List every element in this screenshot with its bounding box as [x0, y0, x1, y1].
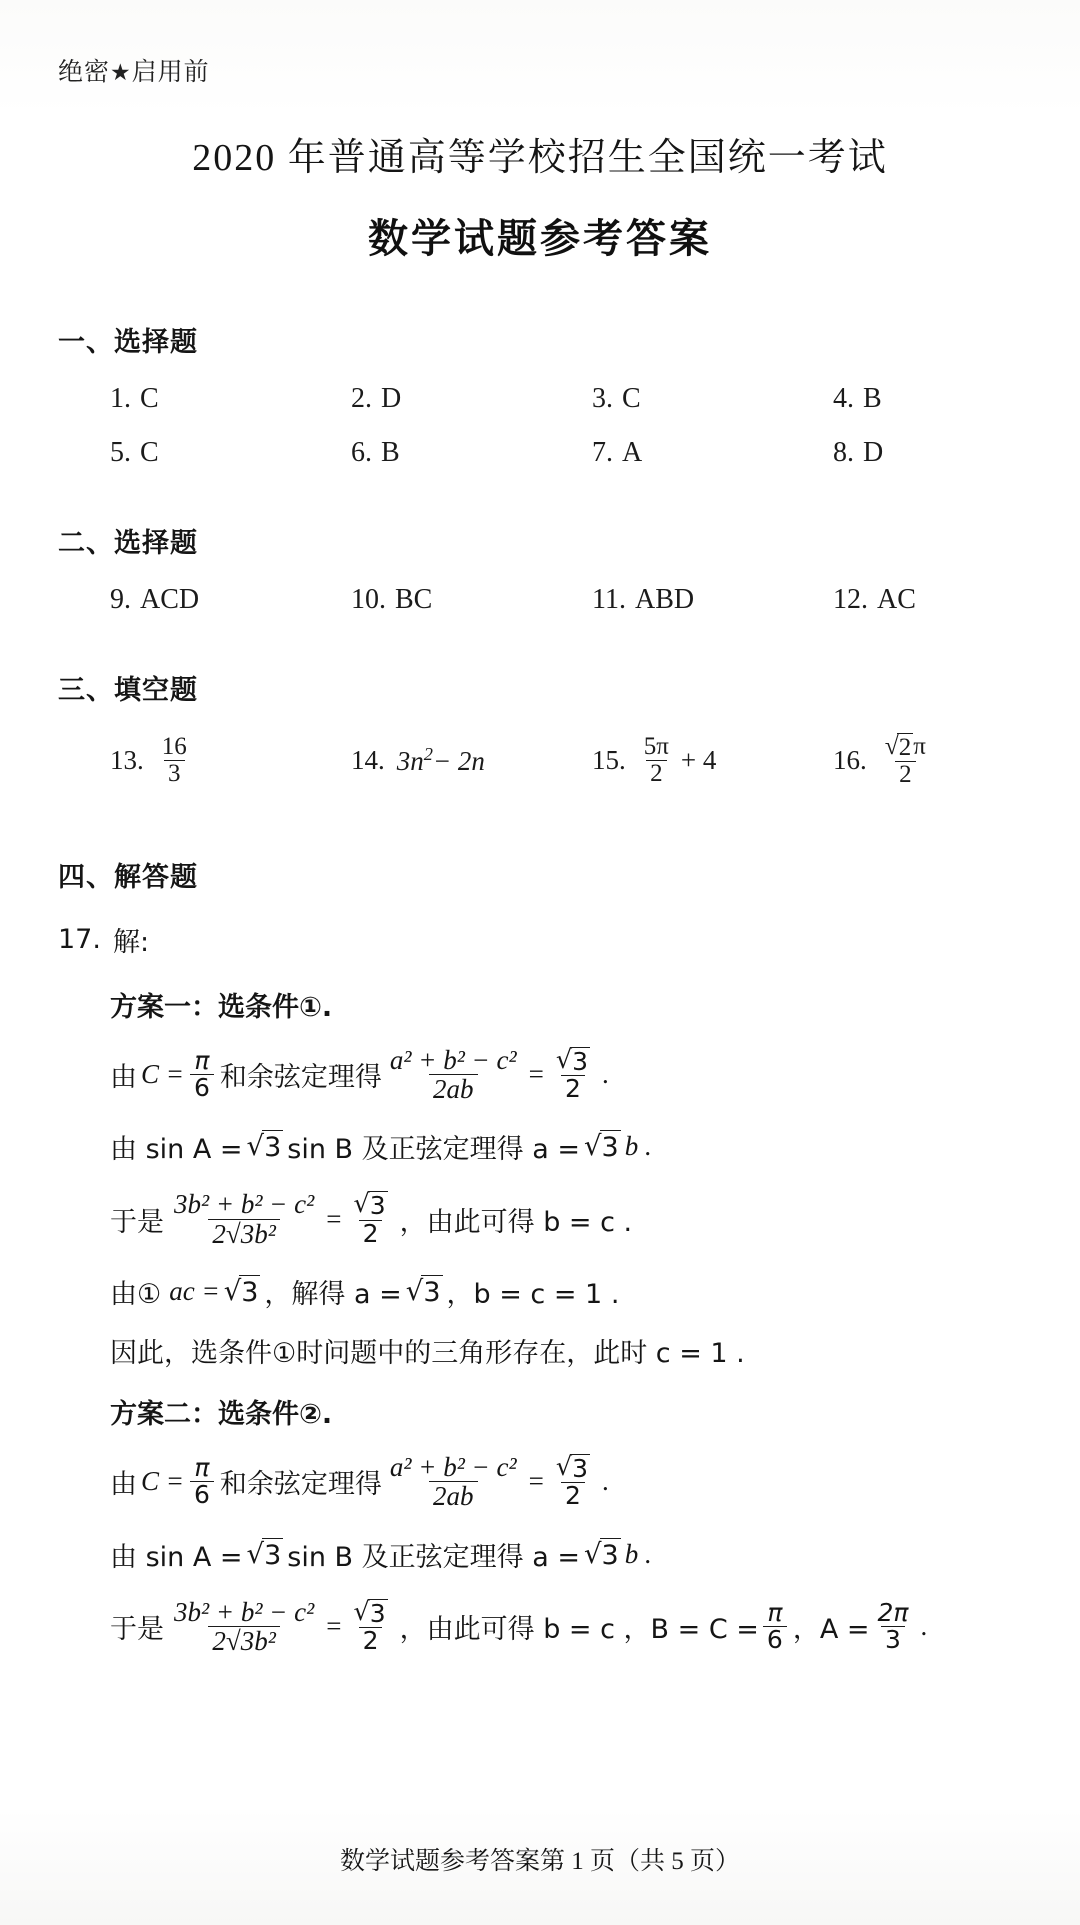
radical-icon: √: [583, 1130, 602, 1163]
sine-law-line-plan1: [58, 1127, 1022, 1166]
fraction: [158, 734, 191, 788]
fraction-denominator: 2: [359, 1220, 383, 1247]
radical-icon: √: [246, 1130, 265, 1163]
answer-item: [781, 437, 1022, 469]
question-number: 4.: [833, 383, 854, 414]
radical-icon: √: [884, 731, 899, 760]
radicand: 3: [264, 1132, 282, 1164]
radical-icon: √: [353, 1596, 370, 1627]
question-number: 15.: [592, 745, 626, 776]
radical-icon: √: [555, 1044, 573, 1075]
plan-two-heading: 方案二：选条件②.: [110, 1398, 333, 1430]
mid-text: ，由此可得 b = c ，B = C =: [399, 1613, 759, 1645]
fraction-denominator: 2ab: [429, 1074, 478, 1103]
square-root: [224, 1275, 261, 1308]
period: .: [602, 1058, 609, 1089]
equals-sign: =: [326, 1203, 342, 1234]
question-number: 3.: [592, 383, 613, 414]
square-root: [584, 1538, 621, 1571]
fraction-denominator: 2: [895, 761, 916, 788]
square-root: [584, 1130, 621, 1163]
square-root: [247, 1538, 284, 1571]
radicand: 2: [898, 734, 912, 761]
question-number: 8.: [833, 437, 854, 468]
fraction-denominator: 2√3b²: [208, 1626, 279, 1655]
answer-value: C: [622, 383, 641, 414]
fraction-denominator: 3: [881, 1626, 905, 1653]
confidential-suffix: 启用前: [131, 58, 210, 86]
radical-icon: √: [583, 1537, 602, 1570]
solution-label: 解:: [112, 926, 150, 958]
section-heading-fill-blank: 三、填空题: [58, 675, 198, 706]
fraction-numerator: a² + b² − c²: [389, 1044, 517, 1075]
mid-text: ，解得 a =: [264, 1278, 402, 1310]
fraction-numerator: [552, 1451, 594, 1483]
page-footer: 数学试题参考答案第 1 页（共 5 页）: [339, 1848, 740, 1875]
question-number: 7.: [592, 437, 613, 468]
radical-icon: √: [353, 1189, 370, 1220]
fraction-cos-expr: [386, 1453, 521, 1511]
answer-item: [58, 437, 299, 469]
answer-item: [58, 584, 299, 616]
fraction: [881, 733, 930, 789]
answer-value: D: [381, 383, 402, 414]
tail-text: ，由此可得 b = c .: [399, 1206, 633, 1238]
fraction-denominator: 2: [561, 1075, 585, 1102]
question-number: 16.: [833, 745, 867, 776]
square-root: [555, 1044, 590, 1076]
fraction-sqrt3-over-2: [552, 1451, 594, 1511]
radical-icon: √: [246, 1537, 265, 1570]
answer-row: [58, 733, 1022, 789]
fraction-denominator: 6: [763, 1626, 787, 1653]
mid-text: sin B 及正弦定理得 a =: [287, 1134, 580, 1166]
expr-part-b: − 2n: [432, 746, 485, 777]
radicand: 3: [572, 1046, 588, 1076]
numerator-tail: π: [913, 733, 926, 760]
mid-text: 和余弦定理得: [219, 1061, 382, 1093]
fraction-denominator: 6: [190, 1481, 214, 1508]
lead-text: 由: [110, 1469, 137, 1501]
confidential-label: 绝密: [58, 58, 111, 86]
answer-item: [299, 744, 540, 777]
answer-item: [299, 437, 540, 469]
condition1-line: [58, 1272, 1022, 1311]
tail-text: b .: [624, 1538, 652, 1569]
answer-item: [781, 383, 1022, 415]
page-title-line1: 2020 年普通高等学校招生全国统一考试: [192, 137, 888, 179]
section-heading-solutions: 四、解答题: [58, 861, 198, 893]
lead-text: 于是: [110, 1206, 164, 1238]
mid-text: 和余弦定理得: [219, 1469, 382, 1501]
question-number: 1.: [110, 383, 131, 414]
question-number: 13.: [110, 745, 144, 776]
question-number: 11.: [592, 584, 626, 615]
confidential-header: [58, 52, 1022, 88]
fraction: [640, 734, 673, 788]
fraction-numerator: a² + b² − c²: [389, 1451, 517, 1482]
square-root: [353, 1191, 387, 1219]
answer-item: [781, 733, 1022, 789]
question-number: 17.: [58, 923, 101, 955]
section-heading-single-choice: 一、选择题: [58, 327, 198, 358]
fraction-cos-expr: [386, 1046, 521, 1104]
period: .: [602, 1466, 609, 1497]
conclusion-line-plan1: 因此，选条件①时问题中的三角形存在，此时 c = 1 .: [110, 1337, 745, 1369]
fraction-numerator: 5π: [643, 733, 669, 760]
fraction-numerator: 3b² + b² − c²: [174, 1596, 315, 1627]
square-root: [406, 1275, 443, 1308]
radical-icon: √: [223, 1274, 242, 1307]
radical-icon: √: [405, 1274, 424, 1307]
cosine-law-line-plan2: [58, 1453, 1022, 1511]
equals-sign: =: [528, 1466, 544, 1497]
fraction-pi-over-6: [763, 1597, 787, 1654]
square-root: [555, 1451, 590, 1483]
solution-17-header: [58, 920, 1022, 959]
cosine-law-line-plan1: [58, 1046, 1022, 1104]
answer-item: [540, 437, 781, 469]
ac-expr: ac =: [169, 1275, 220, 1306]
answer-item: [540, 584, 781, 616]
square-root: [247, 1130, 284, 1163]
page-title-line2: 数学试题参考答案: [368, 216, 712, 262]
answer-item: [781, 584, 1022, 616]
answer-value: ACD: [140, 584, 200, 615]
answer-value: C: [140, 437, 159, 468]
fraction-denominator: 3: [164, 760, 185, 787]
fraction-numerator: 2π: [877, 1597, 909, 1627]
fraction-sqrt3-over-2: [349, 1191, 391, 1247]
fraction-derivation: [170, 1190, 318, 1248]
derivation-line-plan1: [58, 1190, 1022, 1248]
lead-text: 由 sin A =: [110, 1134, 243, 1166]
fraction-sqrt3-over-2: [349, 1596, 391, 1655]
fraction-2pi-over-3: [874, 1597, 913, 1654]
answer-row: [58, 383, 1022, 415]
fraction-pi-over-6: [190, 1045, 214, 1102]
radical-icon: √: [555, 1451, 573, 1482]
radicand: 3: [601, 1539, 619, 1571]
plan-one-heading: 方案一：选条件①.: [110, 991, 333, 1023]
expression: [397, 744, 485, 777]
radicand: 3: [369, 1598, 386, 1628]
equals-sign: =: [528, 1058, 544, 1089]
question-number: 6.: [351, 437, 372, 468]
square-root: [885, 733, 914, 761]
answer-value: ABD: [634, 584, 695, 615]
answer-value: C: [140, 383, 159, 414]
variable-c: C =: [141, 1466, 184, 1497]
question-number: 5.: [110, 437, 131, 468]
radicand: 3: [601, 1132, 619, 1164]
fraction-numerator: 3b² + b² − c²: [174, 1189, 315, 1220]
fraction-numerator: 16: [161, 733, 187, 760]
question-number: 2.: [351, 383, 372, 414]
mid-text: sin B 及正弦定理得 a =: [287, 1541, 580, 1573]
lead-text: 由 sin A =: [110, 1541, 243, 1573]
period: .: [920, 1610, 928, 1641]
fraction-denominator: 2: [646, 760, 667, 787]
derivation-line-plan2: [58, 1598, 1022, 1656]
question-number: 14.: [351, 745, 385, 776]
fraction-pi-over-6: [190, 1452, 214, 1510]
answer-value: D: [863, 437, 884, 468]
answer-item: [58, 734, 299, 788]
section-heading-multi-choice: 二、选择题: [58, 528, 198, 559]
fraction-numerator: π: [767, 1597, 783, 1627]
fraction-denominator: 2: [561, 1482, 585, 1509]
answer-row: [58, 437, 1022, 469]
lead-text: 于是: [110, 1613, 164, 1645]
expr-part-a: 3n: [396, 746, 424, 777]
fraction-numerator: [881, 733, 930, 761]
fraction-numerator: [349, 1191, 391, 1219]
answer-item: [58, 383, 299, 415]
star-icon: ★: [110, 59, 132, 85]
answer-value: BC: [395, 584, 433, 615]
mid-text-2: ，A =: [792, 1613, 870, 1645]
question-number: 12.: [833, 584, 868, 615]
answer-item: [299, 584, 540, 616]
fraction-numerator: π: [194, 1452, 210, 1482]
fraction-numerator: π: [194, 1045, 210, 1075]
radicand: 3: [369, 1191, 386, 1221]
answer-value: B: [863, 383, 882, 414]
answer-item: [299, 383, 540, 415]
radicand: 3: [264, 1539, 282, 1571]
fraction-denominator: 2ab: [429, 1481, 478, 1510]
fraction-denominator: 6: [190, 1074, 214, 1101]
fraction-denominator: 2: [359, 1627, 383, 1654]
answer-row: [58, 584, 1022, 616]
exponent: 2: [423, 744, 433, 765]
fraction-sqrt3-over-2: [552, 1044, 594, 1103]
answer-value: B: [381, 437, 400, 468]
sine-law-line-plan2: [58, 1535, 1022, 1574]
lead-text: 由①: [110, 1278, 162, 1310]
square-root: [353, 1596, 387, 1628]
answer-item: [540, 734, 781, 788]
fraction-derivation: [170, 1598, 318, 1656]
radicand: 3: [572, 1453, 588, 1483]
answer-value: AC: [877, 584, 916, 615]
radicand: 3: [423, 1276, 441, 1308]
fraction-denominator: 2√3b²: [208, 1219, 279, 1248]
radicand: 3: [241, 1276, 259, 1308]
equals-sign: =: [326, 1610, 342, 1641]
variable-c: C =: [141, 1058, 184, 1089]
fraction-numerator: [349, 1596, 391, 1628]
tail-text: ，b = c = 1 .: [446, 1278, 620, 1310]
answer-value: A: [622, 437, 643, 468]
lead-text: 由: [110, 1061, 137, 1093]
expr-tail: + 4: [680, 745, 717, 776]
answer-item: [540, 383, 781, 415]
question-number: 10.: [351, 584, 386, 615]
question-number: 9.: [110, 584, 131, 615]
tail-text: b .: [624, 1131, 652, 1162]
fraction-numerator: [552, 1044, 594, 1076]
